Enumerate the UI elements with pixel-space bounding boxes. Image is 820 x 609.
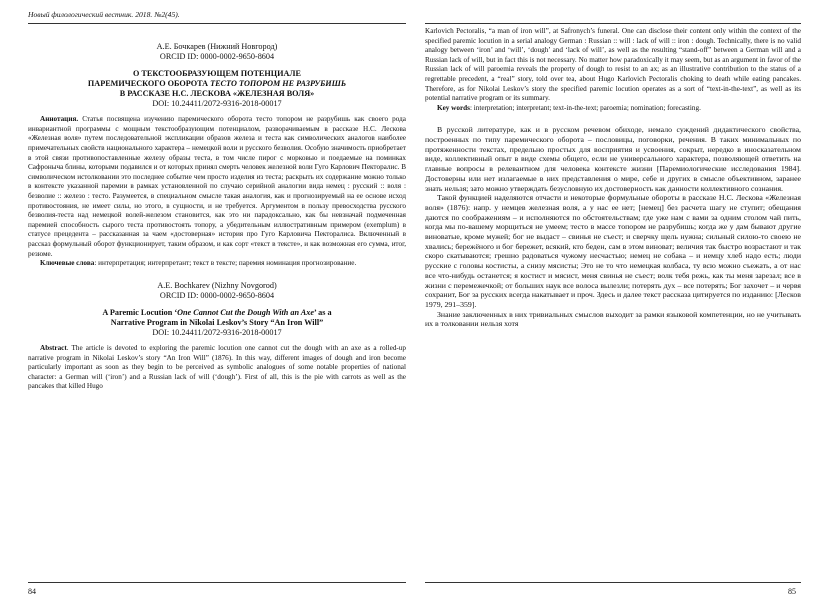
article-body [425,125,801,329]
author-ru: А.Е. Бочкарев (Нижний Новгород) [156,42,278,51]
author-en: A.E. Bochkarev (Nizhny Novgorod) [157,280,277,290]
title-en-proverb: One Cannot Cut the Dough With an Axe [177,307,314,317]
title-en-line-1 [28,308,406,318]
article-title-en [28,308,406,328]
page-number-left: 84 [28,587,36,596]
keywords-label-en: Key words [437,103,470,112]
title-ru-line-1: О ТЕКСТООБРАЗУЮЩЕМ ПОТЕНЦИАЛЕ [133,68,301,78]
abstract-en-continued: Karlovich Pectoralis, “a man of iron will”, at Safronych’s funeral. One can disclose their content only within the context of the specified paremic locution in a serial analogy German : Russian :: will : lack of will :: iron : dough. Technically, there is no valid analogy between ‘iron’ and ‘will’, ‘dough’ and ‘lack of will’, as well as the resulting “stand-off” between a German will and a Russian lack of will, but in fact this is not necessary. No matter how paradoxically it may seem, but as an argument in favor of the Russian lack of will paroemia reveals the property of dough to resist to an ax; as an illustrative contribution to the status of a regrettable precedent, a “real” story, told over tea, about Hugo Karlovich Pectoralis choking to death while eating pancakes. Therefore, as for Nikolai Leskov’s story the specified paremic locution operates as a sort of “text-in-the-text”, as well as its potential narrative program or its summary. [425,27,801,103]
abstract-text-en: . The article is devoted to exploring the paremic locution one cannot cut the dough with an axe as a rolled-up narrative program in Nikolai Leskov’s story “An Iron Will” (1876). In this way, different images of dough and iron become particularly important as soon as they begin to be perceived as symbolic analogues of some notable properties of national character: a German will (‘iron’) and a Russian lack of will (‘dough’). First of all, this is the pie with carrots as well as the pancakes that killed Hugo [28,343,406,391]
body-paragraph-2: Такой функцией наделяются отчасти и некоторые формульные обороты в рассказе Н.С. Лескова «Железная воля» (1876): напр. у немцев железная воля, а у нас ее нет; [немец] без расчета шагу не ступит; обещания даются по соображениям – и исполняются по обстоятельствам; где уже нам с вами за одним столом чай пить, когда мы по-вашему морщиться не умеем; тесто в массе топором не разрубишь; когда же у дам бывают другие виноватые, кроме мужей; бог не выдаст – свинья не съест; и сверчку щель нужна; сильный силою-то своею не хвались; бережёного и бог бережет, всякий, кто беден, сам в этом виноват; величия так быстро возрастают и так скоро скатываются; грешно радоваться чужому несчастью; немец не собака – и немцу хлеб надо есть; люди русские с головы костисты, а снизу мясисты; Это не то что немецкая колбаса, ту всю можно съежать, а от нас все что-нибудь останется; я костист и мясист, меня свинья не съест; волк тебя режь, как ты меня зарезал; все в жизни с перемежечкой; от больших наук все волоса вылезли; потерять дух – все потерять; Бог захочет – и червя сохранит, Бог за русских всегда накатывает и проч. Здесь и далее текст рассказа цитируется по изданию: [Лесков 1979, 291–359]. [425,193,801,309]
right-page [425,27,801,329]
footer-rule-left [28,582,406,583]
header-rule-left [28,23,406,24]
keywords-text-ru: : интерпретация; интерпретант; текст в тексте; паремия номинация прогнозирование. [94,259,357,268]
title-en-line-2: Narrative Program in Nikolai Leskov’s Story “An Iron Will” [110,317,324,327]
footer-rule-right [425,582,801,583]
header-rule-right [425,23,801,24]
title-ru-proverb: ТЕСТО ТОПОРОМ НЕ РАЗРУБИШЬ [210,78,347,88]
page-number-right: 85 [788,587,796,596]
orcid-en: ORCID ID: 0000-0002-9650-8604 [159,291,275,301]
body-paragraph-3: Знание заключенных в них тривиальных смыслов выходит за рамки языковой компетенции, но не учитывать их в толковании нельзя хотя [425,309,801,329]
abstract-label-ru: Аннотация. [40,115,79,124]
title-ru-line-2 [28,79,406,89]
keywords-en [425,104,801,114]
orcid-ru: ORCID ID: 0000-0002-9650-8604 [159,52,275,62]
keywords-label-ru: Ключевые слова [40,259,95,268]
abstract-en [28,344,406,392]
abstract-text-ru: Статья посвящена изучению паремического оборота тесто топором не разрубишь как своего рода инвариантной программы с мощным текстообразующим потенциалом, разворачиваемым в рассказе Н.С. Лескова «Железная воля» путем последовательной экспликации образов железа и теста как символических аналогов наиболее примечательных свойств национального характера – немецкой воли и русского безволия. Особую значимость приобретает в этой связи противопоставленные железу образы теста, в том числе пирог с морковью и поедаемые на поминках Сафроныча блины, которыми подавился и от которых принял смерть человек железной воли Гуго Карлович Пекторалис. В символическом истолковании это последнее событие чем просто изделия из теста; раскрыть их содержание можно только в контексте указанной паремии в рамках установленной по случаю серийной аналогии вида немец : русский :: воля : безволие :: железо : тесто. Разумеется, в специальном смысле такая аналогия, как и прогнозируемый на ее основе исход противостояния, не имеет силы, но этого, в сущности, и не требуется. Аргументом в пользу превосходства русского безволия-теста над немецкой волей-железом становится, как это ни парадоксально, как бы невзначай подмеченная паремией способность сырого теста противостоять топору, а убедительным иллюстративным примером (exemplum) в статусе прецедента – рассказанная за чаем «достоверная» история про Гуго Карловича Пекторалиса. Включенный в рассказ формульный оборот функционирует, таким образом, и как сорт «текст в тексте», и как возможная его сумма, итог, резюме. [28,115,406,258]
left-page [28,30,406,392]
article-title-ru [28,69,406,99]
journal-running-header: Новый филологический вестник. 2018. №2(45). [28,10,180,19]
title-ru-line-3: В РАССКАЗЕ Н.С. ЛЕСКОВА «ЖЕЛЕЗНАЯ ВОЛЯ» [119,88,315,98]
title-en-start: A Paremic Locution ‘ [102,307,178,317]
doi-en: DOI: 10.24411/2072-9316-2018-00017 [152,327,282,337]
abstract-label-en: Abstract [40,343,67,352]
keywords-text-en: : interpretation; interpretant; text-in-the-text; paroemia; nomination; forecasting. [469,103,701,112]
abstract-ru [28,115,406,259]
title-en-end: ’ as a [313,307,332,317]
keywords-ru [28,259,406,269]
body-paragraph-1: В русской литературе, как и в русском речевом обиходе, немало суждений дидактического свойства, построенных по типу паремического оборота – пословицы, поговорки, речения. В таких минимальных по протяженности текстах, предельно простых для восприятия и усвоения, сокрыт, нередко в иносказательном виде, коллективный опыт в виде схемы общего, если не универсального характера, позволяющей ответить на главные вопросы в релевантном для человека контексте жизни [Паремиологические исследования 1984]. Достоверны или нет излагаемые в них представления о мире, себе и других в смысле объективном, заранее знать нельзя; зато можно утверждать безусловную их достоверность как данности коллективного сознания. [425,125,801,193]
title-ru-line-2-start: ПАРЕМИЧЕСКОГО ОБОРОТА [87,78,211,88]
doi-ru: DOI: 10.24411/2072-9316-2018-00017 [152,98,282,108]
